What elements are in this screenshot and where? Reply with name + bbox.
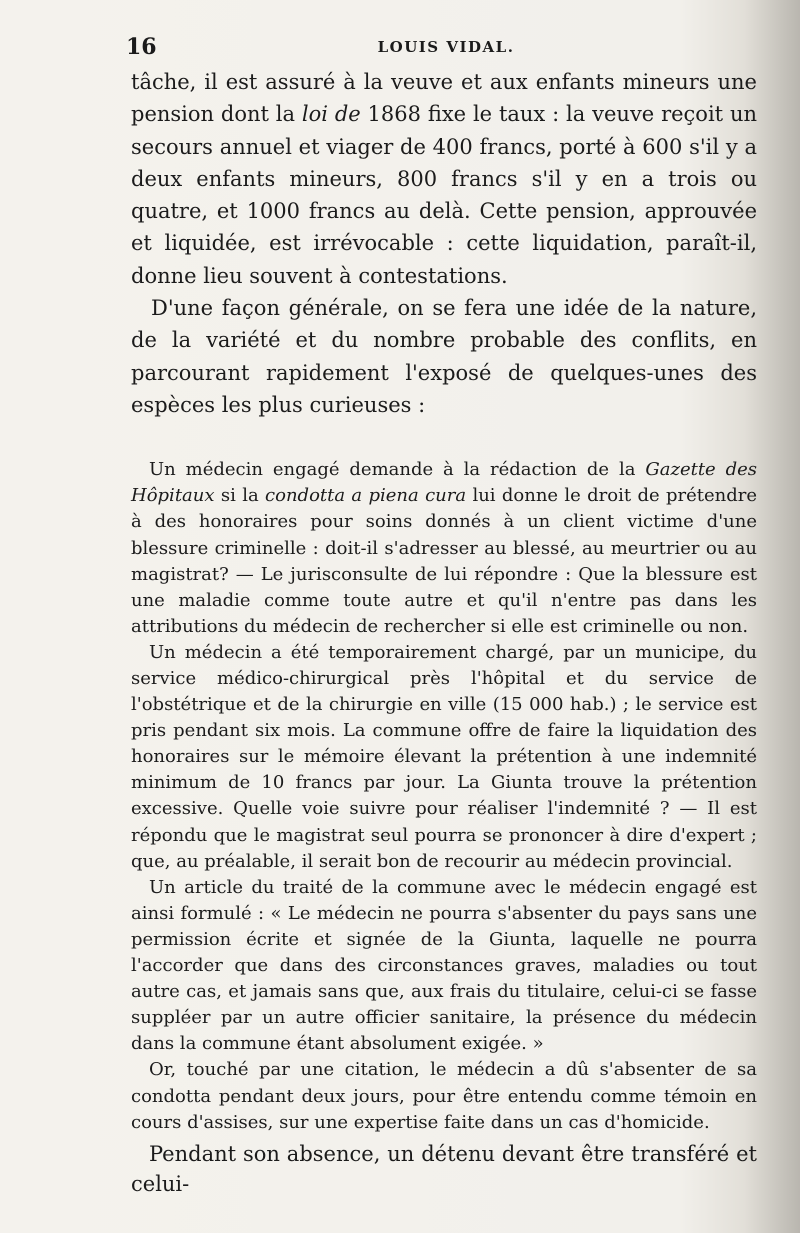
italic-text: Gazette des Hôpitaux [131, 459, 758, 507]
text-run: D'une façon générale, on se fera une idée de la nature, de la variété et du nombre probable des conflits, en parcourant rapidement l'exposé de quelques-unes des espèces les plus curieuses : [131, 296, 757, 417]
text-run: 1868 fixe le taux : la veuve reçoit un secours annuel et viager de 400 francs, porté à 600 s'il y a deux enfants mineurs, 800 francs s'il y en a trois ou quatre, et 1000 francs au delà. Cette pension, approuvée et liquidée, est irrévocable : cette liquidation, paraît-il, donne lieu souvent à contestations. [131, 102, 757, 288]
page-number: 16 [126, 34, 157, 60]
italic-text: loi de [301, 102, 361, 127]
body-text [131, 66, 757, 1199]
quoted-cases-block [131, 457, 757, 1135]
text-run: si la [214, 485, 266, 507]
text-run: Un médecin a été temporairement chargé, par un municipe, du service médico-chirurgical près l'hôpital et du service de l'obstétrique et de la chirurgie en ville (15 000 hab.) ; le service est pris pendant six mois. La commune offre de faire la liquidation des honoraires sur le mémoire élevant la prétention à une indemnité minimum de 10 francs par jour. La Giunta trouve la prétention excessive. Quelle voie suivre pour réaliser l'indemnité ? — Il est répondu que le magistrat seul pourra se prononcer à dire d'expert ; que, au préalable, il serait bon de recourir au médecin provincial. [131, 641, 757, 872]
case-paragraph [131, 457, 757, 640]
main-paragraph [131, 292, 757, 421]
running-head [126, 34, 766, 58]
text-run: lui donne le droit de prétendre à des honoraires pour soins donnés à un client victime d'une blessure criminelle : doit-il s'adresser au blessé, au meurtrier ou au magistrat? — Le jurisconsulte de lui répondre : Que la blessure est une maladie comme toute autre et qu'il n'entre pas dans les attributions du médecin de rechercher si elle est criminelle ou non. [131, 485, 757, 637]
text-run: tâche, il est assuré à la veuve et aux enfants mineurs une pension dont la [131, 70, 757, 127]
main-paragraph [131, 66, 757, 292]
continued-paragraph-line: Pendant son absence, un détenu devant être transféré et celui- [131, 1141, 757, 1196]
italic-text: condotta a piena cura [265, 485, 467, 507]
case-paragraph [131, 875, 757, 1058]
text-run: Or, touché par une citation, le médecin a dû s'absenter de sa condotta pendant deux jours, pour être entendu comme témoin en cours d'assises, sur une expertise faite dans un cas d'homicide. [131, 1059, 757, 1133]
text-run: Un médecin engagé demande à la rédaction de la [149, 459, 646, 481]
main-text-block [131, 66, 757, 421]
case-paragraph [131, 1057, 757, 1135]
case-paragraph [131, 640, 757, 875]
running-title: LOUIS VIDAL. [377, 38, 515, 56]
text-run: Un article du traité de la commune avec le médecin engagé est ainsi formulé : « Le médecin ne pourra s'absenter du pays sans une permission écrite et signée de la Giunta, laquelle ne pourra l'accorder que dans des circonstances graves, maladies ou tout autre cas, et jamais sans que, aux frais du titulaire, celui-ci se fasse suppléer par un autre officier sanitaire, la présence du médecin dans la commune étant absolument exigée. » [131, 876, 757, 1055]
